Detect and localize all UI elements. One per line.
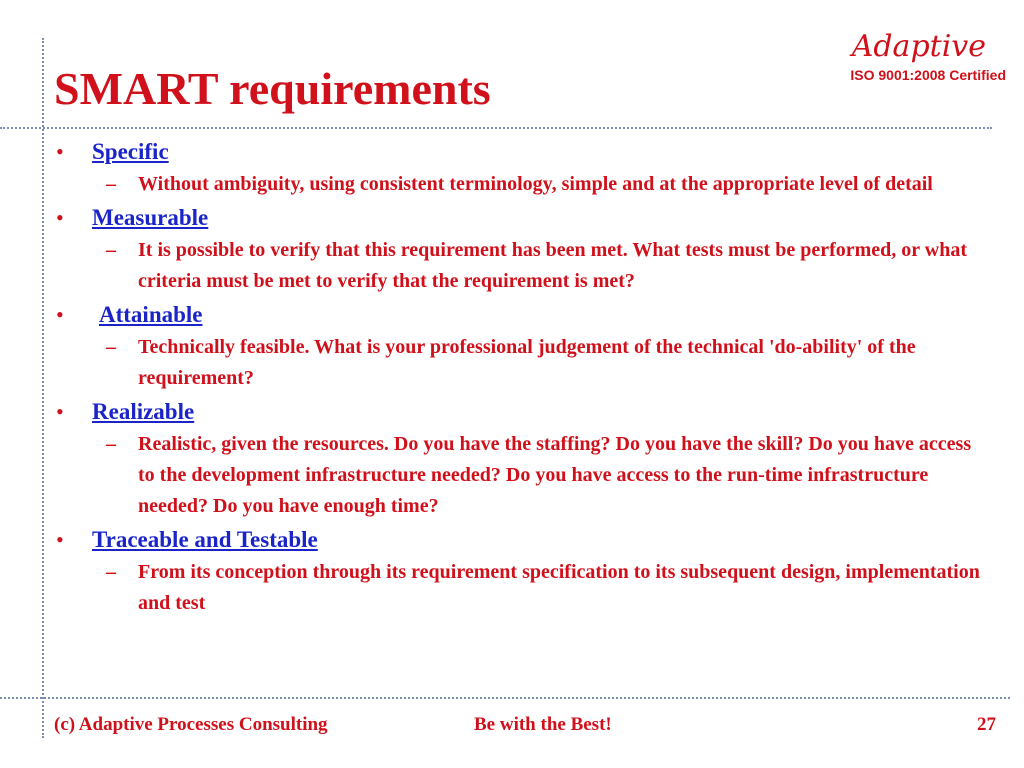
logo-name: Adaptive [851, 29, 986, 64]
dash-icon: – [106, 561, 116, 583]
dash-icon: – [106, 336, 116, 358]
list-item-specific [56, 138, 994, 200]
bullet-icon: • [56, 302, 64, 327]
bullet-icon: • [56, 399, 64, 424]
bullet-icon: • [56, 205, 64, 230]
item-title-link[interactable]: Specific [92, 139, 169, 164]
vertical-dotted-rule [42, 38, 44, 738]
page-number: 27 [977, 714, 996, 735]
footer-divider [0, 697, 1010, 699]
list-item-attainable [56, 301, 994, 394]
list-item-realizable [56, 398, 994, 522]
page-title: SMART requirements [54, 63, 491, 114]
dash-icon: – [106, 173, 116, 195]
item-description [106, 169, 994, 200]
item-description-text: From its conception through its requirement specification to its subsequent design, implementation and test [138, 561, 980, 614]
item-title-link[interactable]: Realizable [92, 399, 195, 424]
bullet-icon: • [56, 527, 64, 552]
list-item-measurable [56, 204, 994, 297]
dash-icon: – [106, 433, 116, 455]
bullet-list [56, 138, 994, 623]
item-description [106, 235, 994, 297]
title-divider [0, 127, 992, 129]
item-title-link[interactable]: Traceable and Testable [92, 527, 318, 552]
footer-copyright: (c) Adaptive Processes Consulting [54, 714, 328, 735]
item-description [106, 332, 994, 394]
item-description-text: Without ambiguity, using consistent terminology, simple and at the appropriate level of detail [138, 173, 933, 195]
bullet-icon: • [56, 139, 64, 164]
item-description [106, 429, 994, 522]
item-title-link[interactable]: Measurable [92, 205, 209, 230]
footer-tagline: Be with the Best! [474, 714, 612, 735]
logo-certification: ISO 9001:2008 Certified [850, 67, 1006, 83]
dash-icon: – [106, 239, 116, 261]
item-title-link[interactable]: Attainable [99, 302, 203, 327]
item-description-text: Realistic, given the resources. Do you have the staffing? Do you have the skill? Do you have access to the development infrastructure needed? Do you have access to the run-time infrastructure needed? Do you have enough time? [138, 433, 972, 517]
item-description-text: It is possible to verify that this requirement has been met. What tests must be performed, or what criteria must be met to verify that the requirement is met? [138, 239, 968, 292]
item-description-text: Technically feasible. What is your professional judgement of the technical 'do-ability' of the requirement? [138, 336, 916, 389]
list-item-traceable-testable [56, 526, 994, 619]
item-description [106, 557, 994, 619]
company-logo [850, 30, 1006, 83]
